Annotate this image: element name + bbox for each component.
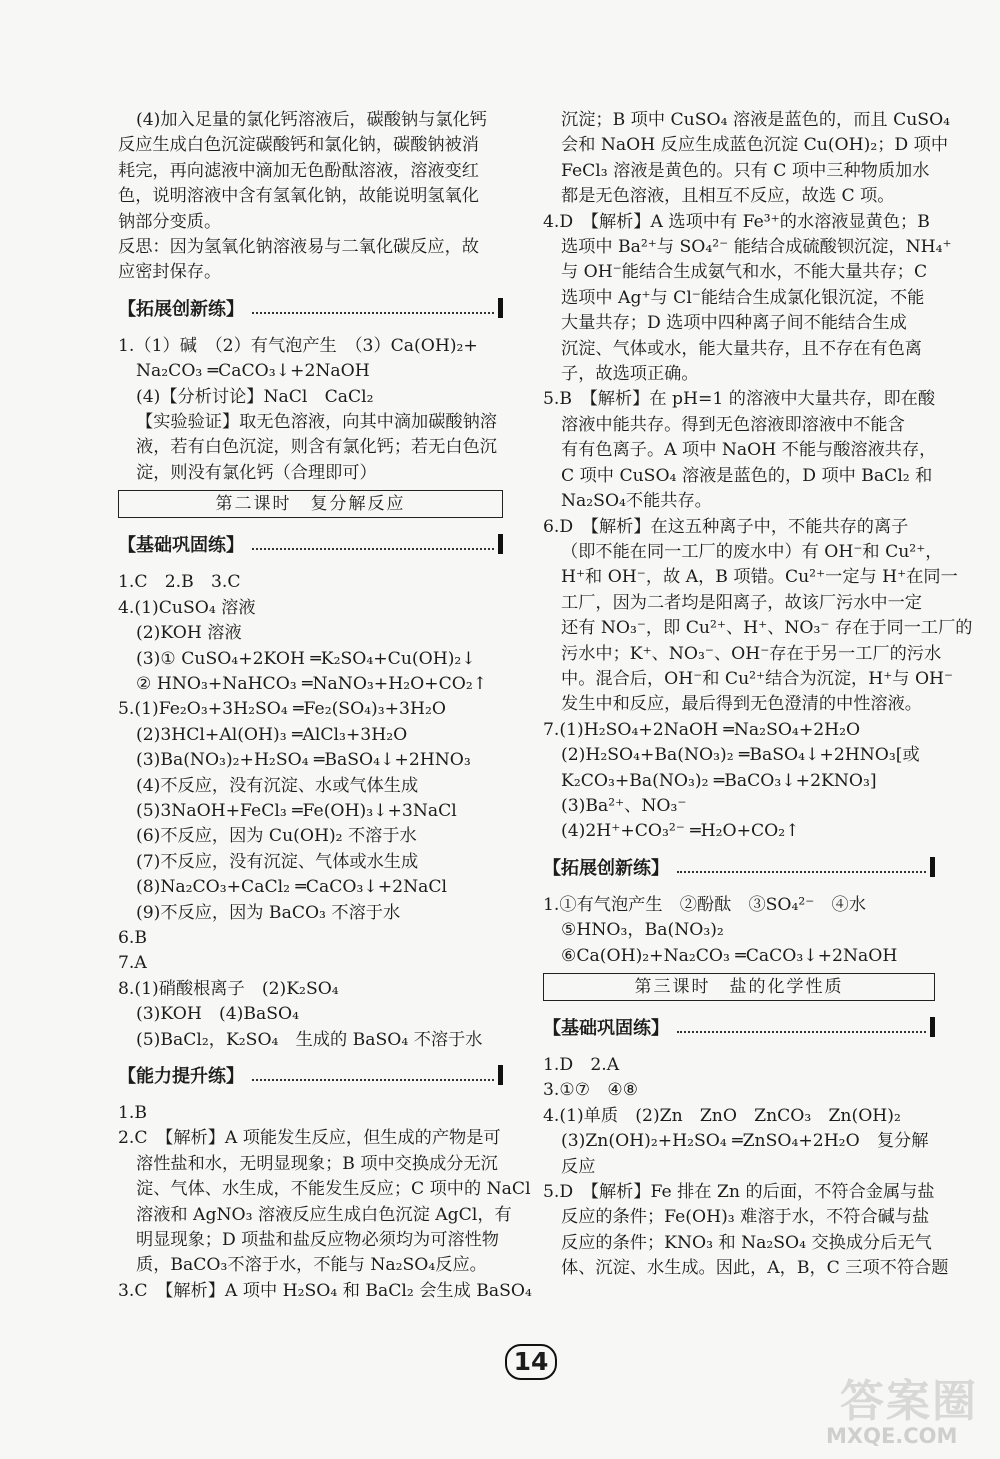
answer-line: (7)不反应，没有沉淀、气体或水生成 xyxy=(136,851,419,872)
answer-line: 还有 NO₃⁻，即 Cu²⁺、H⁺、NO₃⁻ 存在于同一工厂的 xyxy=(561,618,973,639)
section-heading-label: 【拓展创新练】 xyxy=(543,857,669,879)
answer-line: 子，故选项正确。 xyxy=(561,364,699,385)
answer-line: (2)H₂SO₄+Ba(NO₃)₂ ═BaSO₄↓+2HNO₃[或 xyxy=(561,745,920,766)
answer-line: 钠部分变质。 xyxy=(118,211,222,232)
right-column xyxy=(543,108,973,1282)
answer-line: C 项中 CuSO₄ 溶液是蓝色的，D 项中 BaCl₂ 和 xyxy=(561,465,933,486)
section-heading xyxy=(118,288,503,328)
answer-line: 溶液中能共存。得到无色溶液即溶液中不能含 xyxy=(561,414,905,435)
answer-line: 1.B xyxy=(118,1103,148,1123)
answer-line: (2)3HCl+Al(OH)₃ ═AlCl₃+3H₂O xyxy=(136,724,408,745)
section-heading xyxy=(543,847,935,887)
answer-line: (2)KOH 溶液 xyxy=(136,623,242,644)
heading-end-bar xyxy=(930,857,935,877)
answer-line: (4)不反应，没有沉淀、水或气体生成 xyxy=(136,775,419,796)
answer-line: 7.A xyxy=(118,953,147,974)
answer-line: 耗完，再向滤液中滴加无色酚酞溶液，溶液变红 xyxy=(118,160,479,181)
section-heading xyxy=(118,1055,503,1095)
answer-line: (4)【分析讨论】NaCl CaCl₂ xyxy=(136,386,374,407)
answer-line: 1.C 2.B 3.C xyxy=(118,572,241,593)
answer-line: ② HNO₃+NaHCO₃ ═NaNO₃+H₂O+CO₂↑ xyxy=(136,673,488,694)
section-heading xyxy=(118,524,503,564)
lesson-title-box: 第二课时 复分解反应 xyxy=(118,490,503,518)
answer-line: 7.(1)H₂SO₄+2NaOH ═Na₂SO₄+2H₂O xyxy=(543,719,861,740)
answer-line: (9)不反应，因为 BaCO₃ 不溶于水 xyxy=(136,902,401,923)
answer-line: 2.C 【解析】A 项能发生反应，但生成的产物是可 xyxy=(118,1128,501,1149)
answer-line: (6)不反应，因为 Cu(OH)₂ 不溶于水 xyxy=(136,826,417,847)
dotted-leader xyxy=(677,1031,926,1033)
answer-line: 反应生成白色沉淀碳酸钙和氯化钠，碳酸钠被消 xyxy=(118,135,479,156)
answer-line: K₂CO₃+Ba(NO₃)₂ ═BaCO₃↓+2KNO₃] xyxy=(561,770,877,791)
answer-line: 沉淀；B 项中 CuSO₄ 溶液是蓝色的，而且 CuSO₄ xyxy=(561,110,951,130)
answer-line: 【实验验证】取无色溶液，向其中滴加碳酸钠溶 xyxy=(136,412,497,433)
answer-line: ⑤HNO₃，Ba(NO₃)₂ xyxy=(561,920,724,941)
answer-line: 体、沉淀、水生成。因此，A，B，C 三项不符合题 xyxy=(561,1258,949,1279)
answer-line: (5)3NaOH+FeCl₃ ═Fe(OH)₃↓+3NaCl xyxy=(136,800,457,821)
heading-end-bar xyxy=(498,1065,503,1085)
answer-line: 5.B 【解析】在 pH=1 的溶液中大量共存，即在酸 xyxy=(543,389,936,410)
answer-line: (3)Ba²⁺、NO₃⁻ xyxy=(561,795,687,816)
answer-line: 6.B xyxy=(118,927,148,948)
answer-line: Na₂CO₃ ═CaCO₃↓+2NaOH xyxy=(136,361,370,382)
watermark-logo: 答案圈 xyxy=(840,1376,978,1427)
answer-line: (3)Ba(NO₃)₂+H₂SO₄ ═BaSO₄↓+2HNO₃ xyxy=(136,750,471,771)
answer-line: （即不能在同一工厂的废水中）有 OH⁻和 Cu²⁺， xyxy=(561,541,943,562)
answer-line: 大量共存；D 选项中四种离子间不能结合生成 xyxy=(561,313,907,334)
answer-line: 3.①⑦ ④⑧ xyxy=(543,1080,639,1101)
answer-line: 反思：因为氢氧化钠溶液易与二氧化碳反应，故 xyxy=(118,237,479,258)
answer-line: 液，若有白色沉淀，则含有氯化钙；若无白色沉 xyxy=(136,437,497,458)
section-heading-label: 【基础巩固练】 xyxy=(543,1018,669,1039)
answer-line: H⁺和 OH⁻，故 A，B 项错。Cu²⁺一定与 H⁺在同一 xyxy=(561,567,958,588)
answer-line: 明显现象；D 项盐和盐反应物必须均为可溶性物 xyxy=(136,1230,499,1251)
answer-line: Na₂SO₄不能共存。 xyxy=(561,491,712,512)
answer-line: 溶液和 AgNO₃ 溶液反应生成白色沉淀 AgCl，有 xyxy=(136,1204,512,1225)
heading-end-bar xyxy=(498,534,503,554)
answer-line: 5.(1)Fe₂O₃+3H₂SO₄ ═Fe₂(SO₄)₃+3H₂O xyxy=(118,699,446,720)
answer-line: 中。混合后，OH⁻和 Cu²⁺结合为沉淀，H⁺与 OH⁻ xyxy=(561,668,954,689)
answer-line: (5)BaCl₂，K₂SO₄ 生成的 BaSO₄ 不溶于水 xyxy=(136,1029,483,1050)
answer-line: 选项中 Ag⁺与 Cl⁻能结合生成氯化银沉淀，不能 xyxy=(561,287,925,308)
answer-line: 淀、气体、水生成，不能发生反应；C 项中的 NaCl xyxy=(136,1179,531,1200)
answer-line: 有有色离子。A 项中 NaOH 不能与酸溶液共存， xyxy=(561,440,937,461)
heading-end-bar xyxy=(498,298,503,318)
answer-line: (3)Zn(OH)₂+H₂SO₄ ═ZnSO₄+2H₂O 复分解 xyxy=(561,1131,929,1152)
answer-line: (4)加入足量的氯化钙溶液后，碳酸钠与氯化钙 xyxy=(136,110,487,130)
answer-line: 色，说明溶液中含有氢氧化钠，故能说明氢氧化 xyxy=(118,186,479,207)
answer-line: ⑥Ca(OH)₂+Na₂CO₃ ═CaCO₃↓+2NaOH xyxy=(561,945,898,966)
answer-line: 5.D 【解析】Fe 排在 Zn 的后面，不符合金属与盐 xyxy=(543,1182,935,1203)
dotted-leader xyxy=(252,548,494,550)
answer-line: 4.(1)CuSO₄ 溶液 xyxy=(118,597,256,618)
section-heading xyxy=(543,1007,935,1047)
section-heading-label: 【能力提升练】 xyxy=(118,1066,244,1087)
dotted-leader xyxy=(252,312,494,314)
watermark-url: MXQE.COM xyxy=(826,1424,958,1448)
answer-line: 溶性盐和水，无明显现象；B 项中交换成分无沉 xyxy=(136,1153,498,1174)
heading-end-bar xyxy=(930,1017,935,1037)
answer-line: 反应 xyxy=(561,1156,596,1177)
answer-line: (4)2H⁺+CO₃²⁻ ═H₂O+CO₂↑ xyxy=(561,821,800,842)
answer-line: 4.(1)单质 (2)Zn ZnO ZnCO₃ Zn(OH)₂ xyxy=(543,1105,901,1126)
answer-line: 6.D 【解析】在这五种离子中，不能共存的离子 xyxy=(543,516,909,537)
section-heading-label: 【拓展创新练】 xyxy=(118,298,244,320)
answer-line: 1.①有气泡产生 ②酚酞 ③SO₄²⁻ ④水 xyxy=(543,894,866,915)
answer-line: (8)Na₂CO₃+CaCl₂ ═CaCO₃↓+2NaCl xyxy=(136,877,448,898)
answer-line: 发生中和反应，最后得到无色澄清的中性溶液。 xyxy=(561,694,922,715)
lesson-title-box: 第三课时 盐的化学性质 xyxy=(543,973,935,1001)
answer-line: 4.D 【解析】A 选项中有 Fe³⁺的水溶液显黄色；B xyxy=(543,211,930,232)
answer-line: 选项中 Ba²⁺与 SO₄²⁻ 能结合成硫酸钡沉淀，NH₄⁺ xyxy=(561,237,952,258)
answer-line: 污水中；K⁺、NO₃⁻、OH⁻存在于另一工厂的污水 xyxy=(561,643,942,664)
answer-line: 应密封保存。 xyxy=(118,262,222,283)
answer-line: 8.(1)硝酸根离子 (2)K₂SO₄ xyxy=(118,978,339,999)
answer-line: 3.C 【解析】A 项中 H₂SO₄ 和 BaCl₂ 会生成 BaSO₄ xyxy=(118,1280,532,1301)
answer-line: 质，BaCO₃不溶于水，不能与 Na₂SO₄反应。 xyxy=(136,1255,487,1276)
answer-line: 反应的条件；Fe(OH)₃ 难溶于水，不符合碱与盐 xyxy=(561,1207,930,1228)
left-column xyxy=(118,108,532,1304)
answer-line: FeCl₃ 溶液是黄色的。只有 C 项中三种物质加水 xyxy=(561,160,930,181)
answer-line: 都是无色溶液，且相互不反应，故选 C 项。 xyxy=(561,186,895,207)
answer-line: 1.（1）碱 （2）有气泡产生 （3）Ca(OH)₂+ xyxy=(118,335,478,356)
answer-line: 工厂，因为二者均是阳离子，故该厂污水中一定 xyxy=(561,592,922,613)
section-heading-label: 【基础巩固练】 xyxy=(118,535,244,557)
answer-line: (3)① CuSO₄+2KOH ═K₂SO₄+Cu(OH)₂↓ xyxy=(136,648,476,669)
answer-line: 1.D 2.A xyxy=(543,1055,620,1075)
answer-line: 淀，则没有氯化钙（合理即可） xyxy=(136,462,377,483)
answer-line: 与 OH⁻能结合生成氨气和水，不能大量共存；C xyxy=(561,262,928,283)
page-number: 14 xyxy=(505,1344,557,1380)
answer-line: 沉淀、气体或水，能大量共存，且不存在有色离 xyxy=(561,338,922,359)
dotted-leader xyxy=(252,1079,494,1081)
answer-line: 会和 NaOH 反应生成蓝色沉淀 Cu(OH)₂；D 项中 xyxy=(561,135,949,156)
answer-line: 反应的条件；KNO₃ 和 Na₂SO₄ 交换成分后无气 xyxy=(561,1232,932,1253)
answer-line: (3)KOH (4)BaSO₄ xyxy=(136,1004,299,1025)
dotted-leader xyxy=(677,871,926,873)
